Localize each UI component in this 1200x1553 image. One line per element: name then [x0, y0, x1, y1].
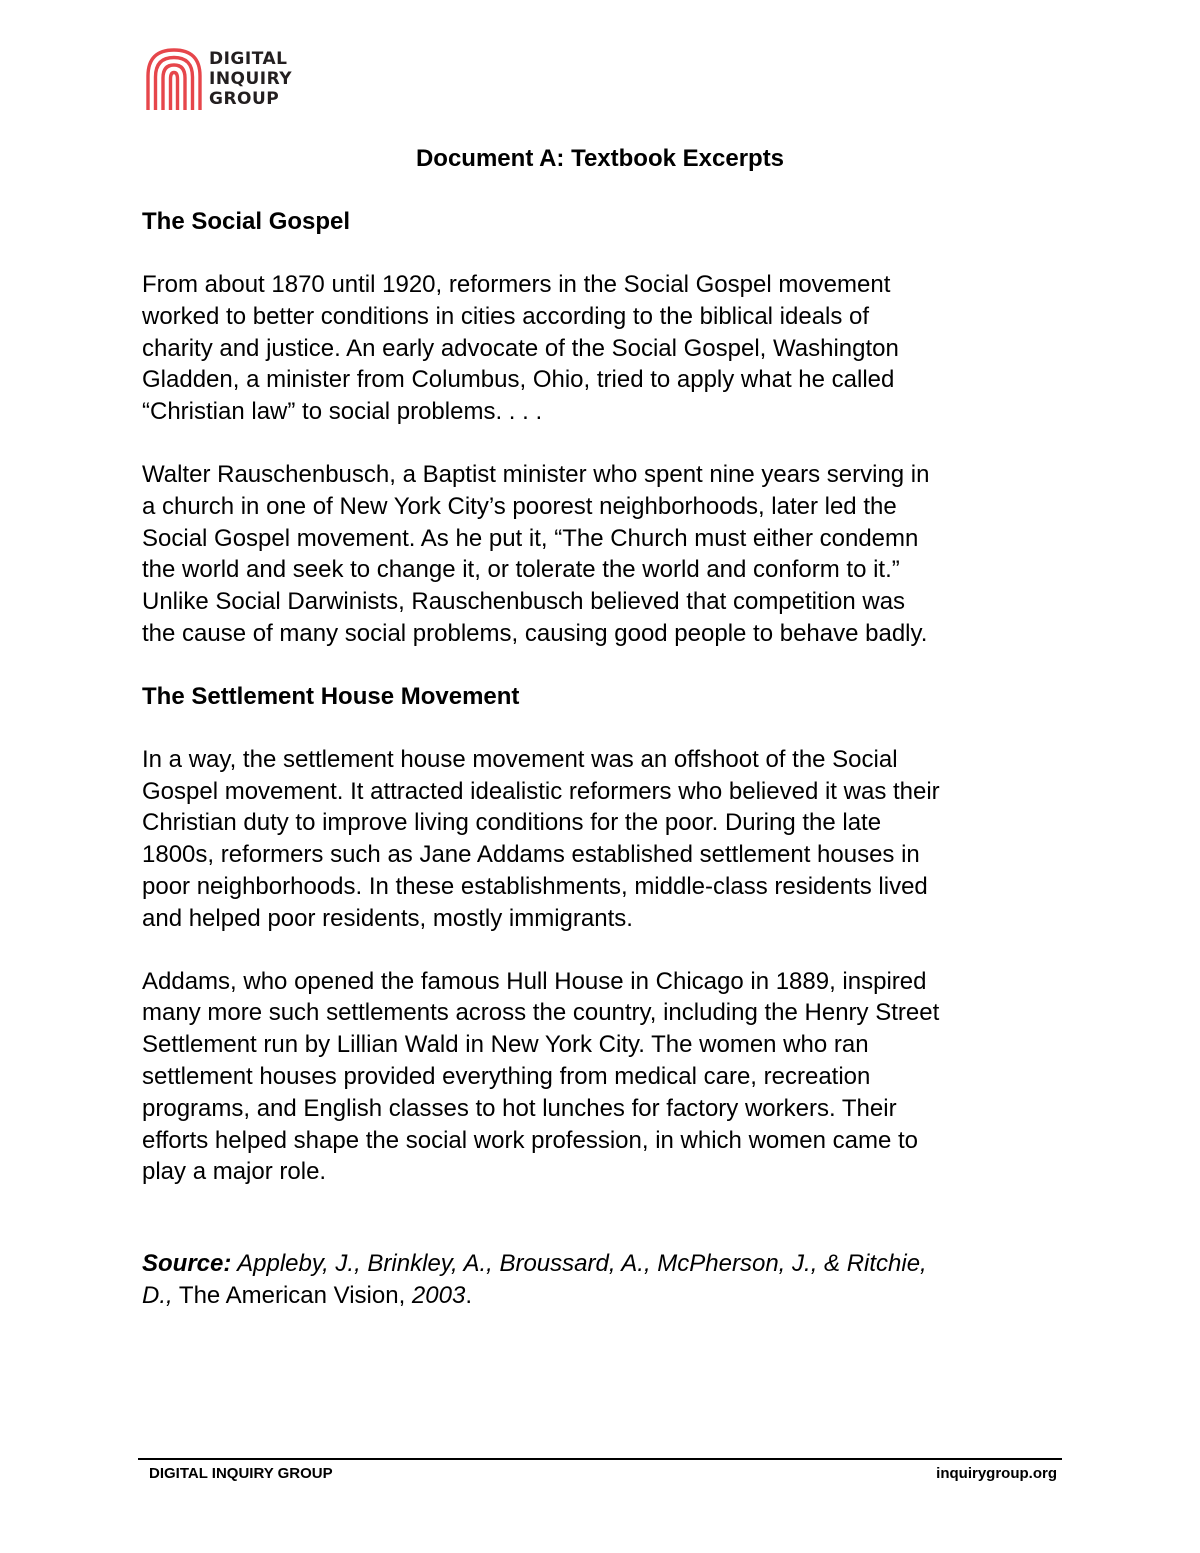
paragraph	[142, 744, 1072, 935]
text-line: settlement houses provided everything from medical care, recreation	[142, 1062, 871, 1090]
text-line: and helped poor residents, mostly immigrants.	[142, 904, 633, 932]
text-line: programs, and English classes to hot lunches for factory workers. Their	[142, 1094, 897, 1122]
source-line-2	[142, 1280, 1072, 1312]
text-line: Walter Rauschenbusch, a Baptist minister who spent nine years serving in	[142, 460, 930, 488]
logo-line-group: GROUP	[209, 89, 280, 109]
text-line: play a major role.	[142, 1158, 327, 1186]
source-citation	[142, 1248, 1072, 1312]
dig-arches-logo-icon	[145, 46, 203, 112]
source-year: 2003	[411, 1281, 466, 1309]
text-line: the cause of many social problems, causing good people to behave badly.	[142, 619, 928, 647]
text-line: charity and justice. An early advocate of the Social Gospel, Washington	[142, 334, 899, 362]
source-line-1	[142, 1248, 1072, 1280]
section-heading-social-gospel: The Social Gospel	[142, 208, 351, 235]
footer-divider	[138, 1458, 1062, 1460]
logo-line-digital: DIGITAL	[209, 49, 288, 69]
text-line: In a way, the settlement house movement was an offshoot of the Social	[142, 745, 898, 773]
text-line: the world and seek to change it, or tolerate the world and conform to it.”	[142, 556, 900, 584]
text-line: efforts helped shape the social work profession, in which women came to	[142, 1126, 918, 1154]
section-heading-settlement-house: The Settlement House Movement	[142, 682, 520, 710]
source-authors-2: D.,	[142, 1281, 173, 1309]
text-line: From about 1870 until 1920, reformers in the Social Gospel movement	[142, 271, 891, 298]
source-authors-1: Appleby, J., Brinkley, A., Broussard, A., McPherson, J., & Ritchie,	[231, 1250, 927, 1278]
logo-line-inquiry: INQUIRY	[209, 69, 293, 89]
text-line: worked to better conditions in cities according to the biblical ideals of	[142, 302, 870, 330]
text-line: Settlement run by Lillian Wald in New York City. The women who ran	[142, 1031, 869, 1059]
logo	[145, 46, 292, 112]
text-line: a church in one of New York City’s poorest neighborhoods, later led the	[142, 492, 897, 520]
logo-wordmark	[209, 49, 292, 109]
source-period: .	[465, 1281, 472, 1309]
paragraph	[142, 966, 1072, 1189]
footer-org-name: DIGITAL INQUIRY GROUP	[149, 1465, 333, 1482]
source-label: Source:	[142, 1250, 232, 1278]
text-line: Social Gospel movement. As he put it, “The Church must either condemn	[142, 524, 919, 552]
text-line: Addams, who opened the famous Hull House in Chicago in 1889, inspired	[142, 967, 927, 995]
footer-website: inquirygroup.org	[936, 1465, 1057, 1482]
paragraph	[142, 459, 1072, 650]
text-line: “Christian law” to social problems. . . .	[142, 398, 543, 426]
source-work-title: The American Vision,	[172, 1281, 412, 1309]
text-line: Christian duty to improve living conditions for the poor. During the late	[142, 809, 882, 837]
paragraph	[142, 269, 1072, 428]
text-line: Unlike Social Darwinists, Rauschenbusch believed that competition was	[142, 588, 906, 616]
text-line: poor neighborhoods. In these establishments, middle-class residents lived	[142, 872, 928, 900]
text-line: 1800s, reformers such as Jane Addams established settlement houses in	[142, 841, 920, 869]
text-line: Gladden, a minister from Columbus, Ohio, tried to apply what he called	[142, 366, 895, 394]
text-line: many more such settlements across the country, including the Henry Street	[142, 999, 940, 1027]
document-body	[142, 206, 1072, 1312]
page-title: Document A: Textbook Excerpts	[415, 145, 785, 172]
text-line: Gospel movement. It attracted idealistic reformers who believed it was their	[142, 777, 940, 805]
